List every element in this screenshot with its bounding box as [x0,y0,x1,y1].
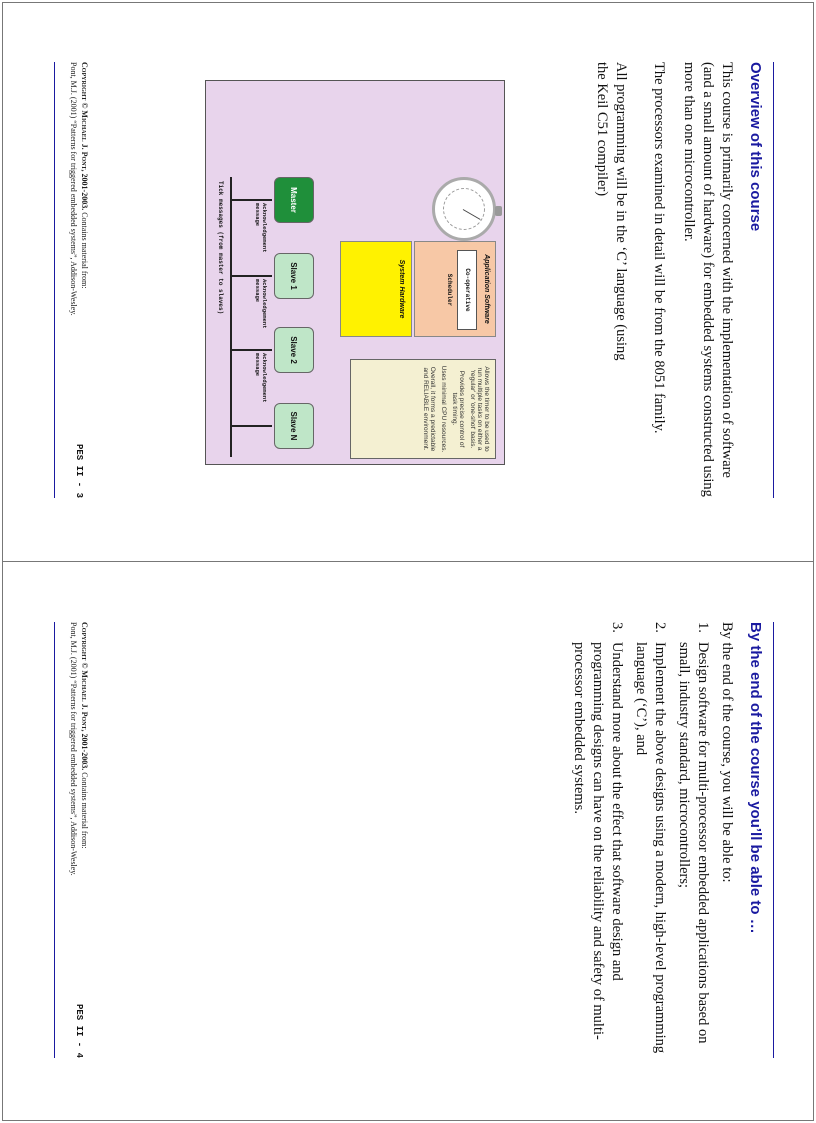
top-rule [773,622,774,1058]
tick-messages-label: Tick messages (from master to slaves) [217,181,224,315]
scheduler-box: Co-operative Scheduler [457,250,477,330]
system-hardware-box [340,241,412,337]
message-bus [230,177,232,457]
architecture-diagram [205,80,505,465]
application-software-label: Application Software [483,254,490,324]
footer-copyright: Copyright © Michael J. Pont, 2001-2003. [80,62,89,211]
list-item [631,622,669,1062]
callout-line: Allows the timer to be used to run multiple tasks on either a 'regular' or 'one-shot' basis. [469,366,490,452]
slide-title: Overview of this course [747,62,764,232]
bus-drop [230,425,272,427]
bottom-rule [54,62,55,498]
footer-citation [68,62,90,442]
slide-objectives [30,600,790,1080]
top-rule [773,62,774,498]
page-label: PES II - 4 [74,1003,84,1058]
footer-citation [68,622,90,1002]
stopwatch-icon [432,177,496,241]
page-label: PES II - 3 [74,443,84,498]
bus-drop [230,349,272,351]
callout-line: Overall, it forms a predictable and RELIABLE environment. [422,366,436,452]
footer-copyright: Copyright © Michael J. Pont, 2001-2003. [80,622,89,771]
slave-node: Slave 1 [274,253,314,299]
footer-contains: Contains material from: [80,212,89,289]
list-number: 1. [695,622,711,633]
objectives-list [564,622,712,1062]
paragraph-intro: This course is primarily concerned with the implementation of software (and a small amount of hardware) for embedded systems constructed using more than one microcontroller. [681,62,735,497]
list-text: Understand more about the effect that software design and programming designs can have on the reliability and safety of multi-processor embedded systems. [571,642,625,1040]
stopwatch-knob [495,206,502,216]
footer-source: Pont, M.J. (2001) “Patterns for triggered embedded systems”, Addison-Wesley. [69,622,78,876]
list-text: Design software for multi-processor embedded applications based on small, industry standard, microcontrollers; [676,642,711,1044]
master-node: Master [274,177,314,223]
footer-source: Pont, M.J. (2001) “Patterns for triggered embedded systems”, Addison-Wesley. [69,62,78,316]
ack-label: Acknowledgement message [254,279,268,329]
list-item [569,622,626,1062]
footer-contains: Contains material from: [80,772,89,849]
list-item [674,622,712,1062]
system-hardware-label: System Hardware [398,259,405,319]
slave-node: Slave N [274,403,314,449]
objectives-intro: By the end of the course, you will be able to: [719,622,735,883]
callout-line: Uses minimal CPU resources. [440,365,447,453]
bus-drop [230,275,272,277]
slide-title: By the end of the course you’ll be able to … [747,622,764,934]
list-number: 2. [652,622,668,633]
ack-label: Acknowledgement message [254,203,268,253]
slide-overview [30,40,790,520]
list-text: Implement the above designs using a modern, high-level programming language (‘C’), and [633,642,668,1054]
ack-label: Acknowledgement message [254,353,268,403]
scheduler-callout [350,359,496,459]
slave-node: Slave 2 [274,327,314,373]
paragraph-language: All programming will be in the ‘C’ language (using the Keil C51 compiler) [594,62,629,361]
callout-line: Provides precise control of task timing. [451,370,465,448]
paragraph-processors: The processors examined in detail will be from the 8051 family. [651,62,667,434]
application-software-box [414,241,496,337]
page-divider [2,561,814,562]
bottom-rule [54,622,55,1058]
list-number: 3. [609,622,625,633]
bus-drop [230,199,272,201]
